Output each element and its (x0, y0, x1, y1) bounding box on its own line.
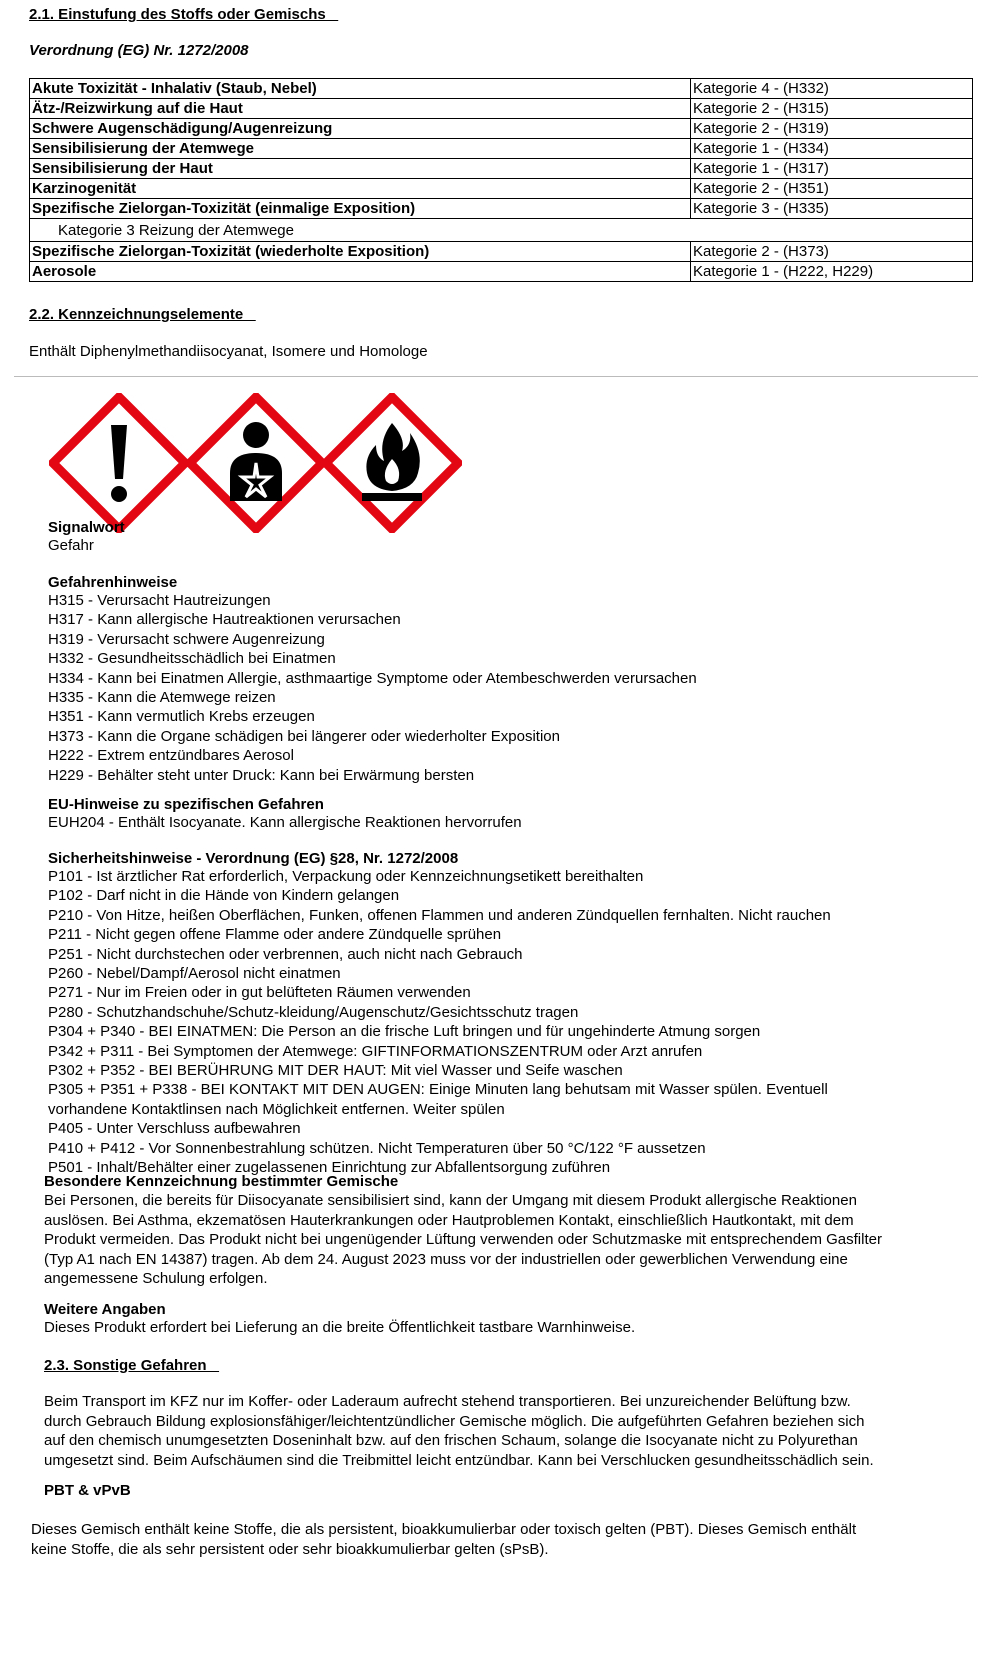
contains-text: Enthält Diphenylmethandiisocyanat, Isomere und Homologe (29, 343, 428, 360)
further-info-text: Dieses Produkt erfordert bei Lieferung an die breite Öffentlichkeit tastbare Warnhinweise. (44, 1319, 636, 1336)
list-item: P305 + P351 + P338 - BEI KONTAKT MIT DEN AUGEN: Einige Minuten lang behutsam mit Wasser spülen. Eventuell (48, 1081, 828, 1099)
list-item: H335 - Kann die Atemwege reizen (48, 689, 276, 707)
list-item: H319 - Verursacht schwere Augenreizung (48, 630, 325, 648)
table-row: Ätz-/Reizwirkung auf die Haut Kategorie 2 - (H315) (30, 99, 973, 119)
list-item: P271 - Nur im Freien oder in gut belüfteten Räumen verwenden (48, 984, 471, 1002)
other-hazards-text: Beim Transport im KFZ nur im Koffer- oder Laderaum aufrecht stehend transportieren. Bei unzureichender Belüftung bzw. durch Gebrauch Bildung explosionsfähiger/leichtentzündlicher Gemische möglich. Die aufgeführten Gefahren beziehen sich auf den chemisch unumgesetzten Doseninhalt bzw. auf den frischen Schaum, solange die Isocyanate nicht zu Polyurethan umgesetzt sind. Beim Aufschäumen sind die Treibmittel leicht entzündbar. Kann bei Verschlucken gesundheitsschädlich sein. (44, 1393, 874, 1469)
list-item: P211 - Nicht gegen offene Flamme oder andere Zündquelle sprühen (48, 926, 502, 944)
list-item: H315 - Verursacht Hautreizungen (48, 592, 271, 609)
list-item: P101 - Ist ärztlicher Rat erforderlich, Verpackung oder Kennzeichnungsetikett bereithalten (48, 868, 644, 885)
list-item: vorhandene Kontaktlinsen nach Möglichkeit entfernen. Weiter spülen (48, 1100, 505, 1118)
list-item: P210 - Von Hitze, heißen Oberflächen, Funken, offenen Flammen und anderen Zündquellen fernhalten. Nicht rauchen (48, 906, 831, 924)
regulation-title: Verordnung (EG) Nr. 1272/2008 (29, 42, 249, 59)
hazard-statements-list (48, 591, 697, 785)
eu-statements-title: EU-Hinweise zu spezifischen Gefahren (48, 796, 324, 813)
list-item: H373 - Kann die Organe schädigen bei längerer oder wiederholter Exposition (48, 727, 560, 745)
special-labelling-text: Bei Personen, die bereits für Diisocyanate sensibilisiert sind, kann der Umgang mit diesem Produkt allergische Reaktionen auslösen. Bei Asthma, ekzematösen Hauterkrankungen oder Hautproblemen Kontakt, einschließlich Hautkontakt, mit dem Produkt vermeiden. Das Produkt nicht bei ungenügender Lüftung verwenden oder Schutzmaske mit entsprechendem Gasfilter (Typ A1 nach EN 14387) tragen. Ab dem 24. August 2023 muss vor der industriellen oder gewerblichen Verwendung eine angemessene Schulung erfolgen. (44, 1192, 882, 1287)
pbt-text: Dieses Gemisch enthält keine Stoffe, die als persistent, bioakkumulierbar oder toxisch gelten (PBT). Dieses Gemisch enthält keine Stoffe, die als sehr persistent oder sehr bioakkumulierbar gelten (sPsB). (31, 1521, 857, 1558)
list-item: P342 + P311 - Bei Symptomen der Atemwege: GIFTINFORMATIONSZENTRUM oder Arzt anrufen (48, 1042, 703, 1060)
signal-word-title: Signalwort (48, 519, 125, 536)
table-row: Aerosole Kategorie 1 - (H222, H229) (30, 262, 973, 282)
pbt-title: PBT & vPvB (44, 1482, 131, 1499)
list-item: P102 - Darf nicht in die Hände von Kindern gelangen (48, 887, 400, 905)
list-item: H222 - Extrem entzündbares Aerosol (48, 747, 294, 765)
classification-table (29, 78, 973, 282)
list-item: P302 + P352 - BEI BERÜHRUNG MIT DER HAUT: Mit viel Wasser und Seife waschen (48, 1062, 623, 1080)
list-item: H351 - Kann vermutlich Krebs erzeugen (48, 708, 315, 726)
list-item: H229 - Behälter steht unter Druck: Kann bei Erwärmung bersten (48, 766, 475, 784)
list-item: P405 - Unter Verschluss aufbewahren (48, 1120, 301, 1138)
section-2-2-heading: 2.2. Kennzeichnungselemente (29, 306, 256, 323)
list-item: P251 - Nicht durchstechen oder verbrennen, auch nicht nach Gebrauch (48, 945, 523, 963)
flame-icon (322, 393, 462, 533)
eu-statements-list (48, 813, 522, 832)
table-row: Spezifische Zielorgan-Toxizität (wiederholte Exposition) Kategorie 2 - (H373) (30, 242, 973, 262)
table-row: Schwere Augenschädigung/Augenreizung Kategorie 2 - (H319) (30, 119, 973, 139)
list-item: H317 - Kann allergische Hautreaktionen verursachen (48, 611, 401, 629)
special-labelling-title: Besondere Kennzeichnung bestimmter Gemische (44, 1173, 399, 1190)
table-subrow: Kategorie 3 Reizung der Atemwege (30, 219, 973, 242)
hazard-statements-title: Gefahrenhinweise (48, 574, 178, 591)
section-2-1-heading: 2.1. Einstufung des Stoffs oder Gemischs (29, 6, 339, 23)
table-row: Akute Toxizität - Inhalativ (Staub, Nebel) Kategorie 4 - (H332) (30, 79, 973, 99)
table-row: Sensibilisierung der Haut Kategorie 1 - (H317) (30, 159, 973, 179)
list-item: P260 - Nebel/Dampf/Aerosol nicht einatmen (48, 965, 341, 983)
list-item: EUH204 - Enthält Isocyanate. Kann allergische Reaktionen hervorrufen (48, 814, 522, 831)
precautionary-statements-title: Sicherheitshinweise - Verordnung (EG) §28, Nr. 1272/2008 (48, 850, 459, 867)
list-item: P501 - Inhalt/Behälter einer zugelassenen Einrichtung zur Abfallentsorgung zuführen (48, 1159, 611, 1177)
list-item: P280 - Schutzhandschuhe/Schutz-kleidung/Augenschutz/Gesichtsschutz tragen (48, 1003, 579, 1021)
exclamation-mark-icon (49, 393, 189, 533)
signal-word: Gefahr (48, 537, 94, 554)
table-row: Spezifische Zielorgan-Toxizität (einmalige Exposition) Kategorie 3 - (H335) (30, 199, 973, 219)
section-2-3-heading: 2.3. Sonstige Gefahren (44, 1357, 220, 1374)
list-item: P304 + P340 - BEI EINATMEN: Die Person an die frische Luft bringen und für ungehinderte Atmung sorgen (48, 1023, 761, 1041)
list-item: P410 + P412 - Vor Sonnenbestrahlung schützen. Nicht Temperaturen über 50 °C/122 °F aussetzen (48, 1139, 706, 1157)
table-row: Sensibilisierung der Atemwege Kategorie 1 - (H334) (30, 139, 973, 159)
list-item: H332 - Gesundheitsschädlich bei Einatmen (48, 650, 336, 668)
further-info-title: Weitere Angaben (44, 1301, 166, 1318)
health-hazard-icon (186, 393, 326, 533)
list-item: H334 - Kann bei Einatmen Allergie, asthmaartige Symptome oder Atembeschwerden verursachen (48, 669, 697, 687)
table-row: Karzinogenität Kategorie 2 - (H351) (30, 179, 973, 199)
divider (14, 376, 978, 377)
precautionary-statements-list (48, 867, 831, 1178)
